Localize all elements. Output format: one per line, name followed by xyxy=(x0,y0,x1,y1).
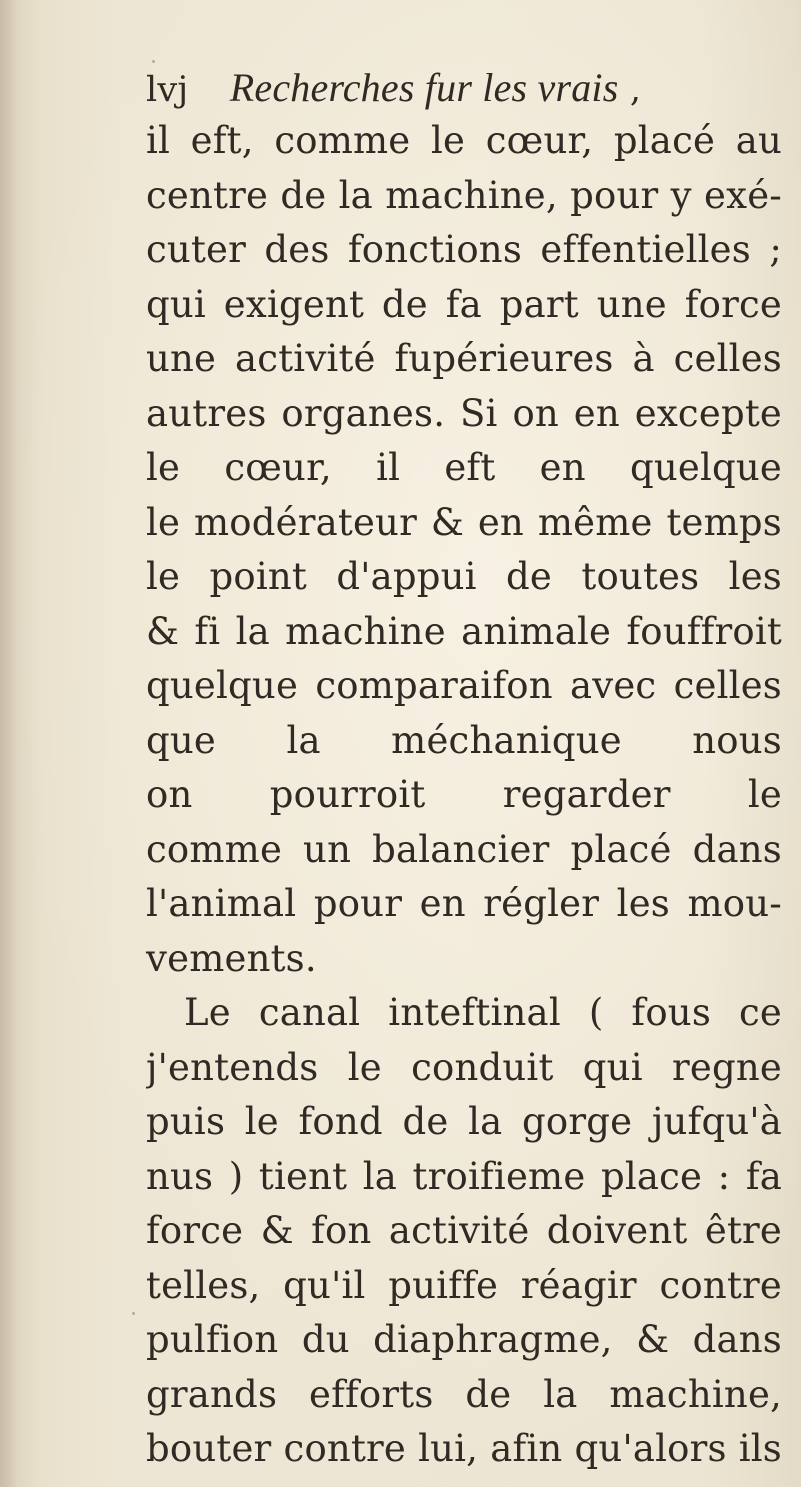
text-line: on pourroit regarder le xyxy=(146,773,782,816)
ink-speck xyxy=(132,1312,135,1315)
text-line: l'animal pour en régler les mou- xyxy=(146,882,782,925)
text-line: puis le fond de la gorge jufqu'à xyxy=(146,1100,782,1143)
text-line: bouter contre lui, afin qu'alors ils xyxy=(146,1427,782,1470)
text-line: quelque comparaifon avec celles xyxy=(146,664,782,707)
text-line: le point d'appui de toutes les xyxy=(146,555,782,598)
text-line: autres organes. Si on en excepte xyxy=(146,391,782,435)
page-header xyxy=(146,62,782,114)
text-line: le modérateur & en même temps xyxy=(146,500,782,544)
text-line: que la méchanique nous xyxy=(146,718,782,762)
text-line: force & fon activité doivent être xyxy=(146,1209,782,1252)
text-line: centre de la machine, pour y exé- xyxy=(146,173,782,217)
ink-speck xyxy=(152,60,155,63)
text-line: j'entends le conduit qui regne xyxy=(146,1045,782,1089)
text-line: pulfion du diaphragme, & dans xyxy=(146,1318,782,1361)
text-line: le cœur, il eft en quelque xyxy=(146,446,782,489)
text-line: grands efforts de la machine, xyxy=(146,1372,782,1416)
text-line: il eft, comme le cœur, placé au xyxy=(146,119,782,162)
text-line: qui exigent de fa part une force xyxy=(146,282,782,326)
running-title: Recherches fur les vrais xyxy=(229,65,619,110)
text-line: comme un balancier placé dans xyxy=(146,827,782,871)
text-line: cuter des fonctions effentielles ; xyxy=(146,228,782,271)
text-line: une activité fupérieures à celles xyxy=(146,337,782,380)
text-block xyxy=(146,62,782,1477)
signature-mark: lvj xyxy=(146,70,189,110)
page-gutter-shadow xyxy=(0,0,18,1487)
paragraph-start-line: Le canal inteftinal ( fous ce xyxy=(184,991,782,1034)
running-title-tail: , xyxy=(629,70,642,110)
text-line: nus ) tient la troifieme place : fa xyxy=(146,1154,782,1198)
text-line: telles, qu'il puiffe réagir contre xyxy=(146,1263,782,1307)
text-line: vements. xyxy=(146,936,317,980)
text-line: & fi la machine animale fouffroit xyxy=(146,609,782,653)
